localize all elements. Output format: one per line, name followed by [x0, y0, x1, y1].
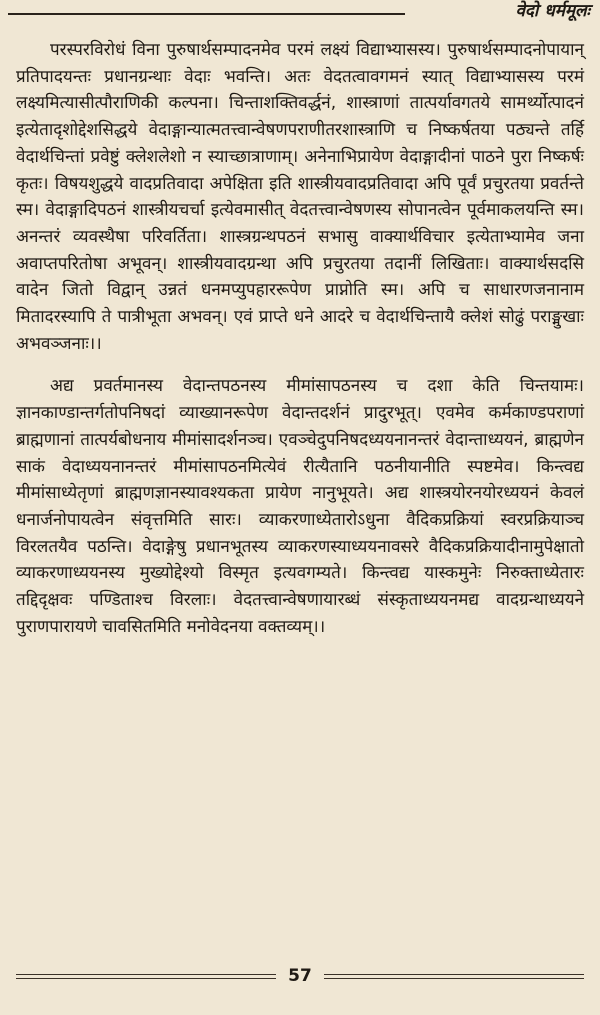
header-rule [8, 13, 405, 15]
footer-rule-right [324, 974, 584, 979]
page-footer [16, 965, 584, 989]
page-number: 57 [288, 966, 312, 986]
paragraph-2: अद्य प्रवर्तमानस्य वेदान्तपठनस्य मीमांसापठनस्य च दशा केति चिन्तयामः। ज्ञानकाण्डान्तर्गतोपनिषदां व्याख्यानरूपेण वेदान्तदर्शनं प्रादुरभूत्। एवमेव कर्मकाण्डपराणां ब्राह्मणानां तात्पर्यबोधनाय मीमांसादर्शनञ्च। एवञ्चेदुपनिषदध्ययनानन्तरं वेदान्ताध्ययनं, ब्राह्मणेन साकं वेदाध्ययनानन्तरं मीमांसापठनमित्येवं रीत्यैतानि पठनीयानीति स्पष्टमेव। किन्त्वद्य मीमांसाध्येतृणां ब्राह्मणज्ञानस्यावश्यकता प्रायेण नानुभूयते। अद्य शास्त्रयोरनयोरध्ययनं केवलं धनार्जनोपायत्वेन संवृत्तमिति सारः। व्याकरणाध्येतारोऽधुना वैदिकप्रक्रियां स्वरप्रक्रियाञ्च विरलतयैव पठन्ति। वेदाङ्गेषु प्रधानभूतस्य व्याकरणस्याध्ययनावसरे वैदिकप्रक्रियादीनामुपेक्षातो व्याकरणाध्ययनस्य मुख्योद्देश्यो विस्मृत इत्यवगम्यते। किन्त्वद्य यास्कमुनेः निरुक्ताध्येतारः तद्दिदृक्षवः पण्डिताश्च विरलाः। वेदतत्त्वान्वेषणायारब्धं संस्कृताध्ययनमद्य वादग्रन्थाध्ययने पुराणपारायणे चावसितमिति मनोवेदनया वक्तव्यम्।। [16, 376, 584, 637]
running-header [8, 0, 590, 26]
body-text [16, 37, 584, 640]
running-title: वेदो धर्ममूलः [515, 1, 590, 21]
paragraph-1: परस्परविरोधं विना पुरुषार्थसम्पादनमेव परमं लक्ष्यं विद्याभ्यासस्य। पुरुषार्थसम्पादनोपायान् प्रतिपादयन्तः प्रधानग्रन्थाः वेदाः भवन्ति। अतः वेदतत्वावगमनं स्यात् विद्याभ्यासस्य परमं लक्ष्यमित्यासीत्पौराणिकी कल्पना। चिन्ताशक्तिवर्द्धनं, शास्त्राणां तात्पर्यावगतये सामर्थ्योत्पादनं इत्येतादृशोद्देशसिद्धये वेदाङ्गान्यात्मतत्त्वान्वेषणपराणीतरशास्त्राणि च निष्कर्षतया पठ्यन्ते तर्हि वेदार्थचिन्तां प्रवेष्टुं क्लेशलेशो न स्याच्छात्राणाम्। अनेनाभिप्रायेण वेदाङ्गादीनां पाठने पुरा निष्कर्षः कृतः। विषयशुद्धये वादप्रतिवादा अपेक्षिता इति शास्त्रीयवादप्रतिवादा अपि पूर्वं प्रचुरतया प्रवर्तन्ते स्म। वेदाङ्गादिपठनं शास्त्रीयचर्चा इत्येवमासीत् वेदतत्त्वान्वेषणस्य सोपानत्वेन पूर्वमाकलयन्ति स्म। अनन्तरं व्यवस्थैषा परिवर्तिता। शास्त्रग्रन्थपठनं सभासु वाक्यार्थविचार इत्येताभ्यामेव जना अवाप्तपरितोषा अभूवन्। शास्त्रीयवादग्रन्था अपि प्रचुरतया तदानीं लिखिताः। वाक्यार्थसदसि वादेन जितो विद्वान् उन्नतं धनमप्युपहाररूपेण प्राप्नोति स्म। अपि च साधारणजनानाम मितादरस्यापि ते पात्रीभूता अभवन्। एवं प्राप्ते धने आदरे च वेदार्थचिन्तायै क्लेशं सोढुं पराङ्मुखाः अभवञ्जनाः।। [16, 40, 584, 354]
